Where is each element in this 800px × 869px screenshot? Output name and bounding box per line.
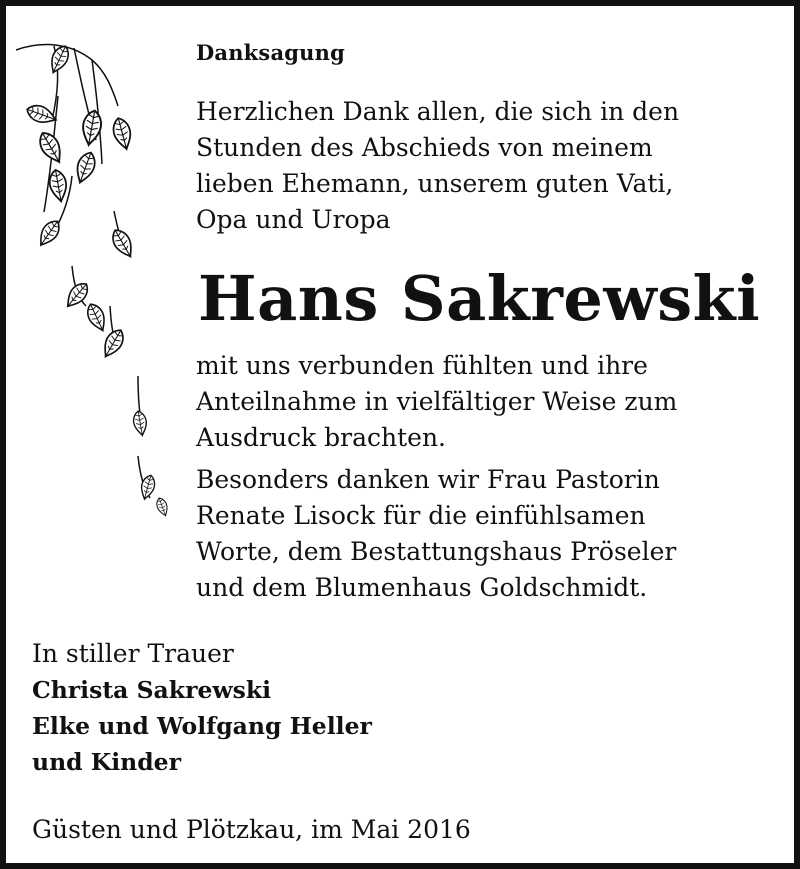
- deceased-name: Hans Sakrewski: [198, 262, 761, 335]
- middle-line: Ausdruck brachten.: [196, 423, 446, 452]
- mourning-label: In stiller Trauer: [32, 639, 234, 668]
- intro-line: Herzlichen Dank allen, die sich in den: [196, 97, 680, 126]
- heading: Danksagung: [196, 40, 345, 65]
- middle-paragraph: [196, 348, 677, 456]
- middle-line: Anteilnahme in vielfältiger Weise zum: [196, 387, 678, 416]
- birch-leaves-icon: [14, 36, 184, 526]
- intro-line: lieben Ehemann, unserem guten Vati,: [196, 169, 674, 198]
- mourner-name: Christa Sakrewski: [32, 676, 272, 704]
- intro-line: Stunden des Abschieds von meinem: [196, 133, 653, 162]
- thanks-paragraph: [196, 462, 676, 606]
- mourners-block: [32, 636, 372, 780]
- intro-line: Opa und Uropa: [196, 205, 391, 234]
- thanks-line: Renate Lisock für die einfühlsamen: [196, 501, 646, 530]
- thanks-line: Worte, dem Bestattungshaus Pröseler: [196, 537, 677, 566]
- middle-line: mit uns verbunden fühlten und ihre: [196, 351, 648, 380]
- mourner-name: Elke und Wolfgang Heller: [32, 712, 372, 740]
- thanks-line: und dem Blumenhaus Goldschmidt.: [196, 573, 648, 602]
- place-date: Güsten und Plötzkau, im Mai 2016: [32, 815, 471, 844]
- thanks-line: Besonders danken wir Frau Pastorin: [196, 465, 660, 494]
- mourner-name: und Kinder: [32, 748, 181, 776]
- intro-paragraph: [196, 94, 679, 238]
